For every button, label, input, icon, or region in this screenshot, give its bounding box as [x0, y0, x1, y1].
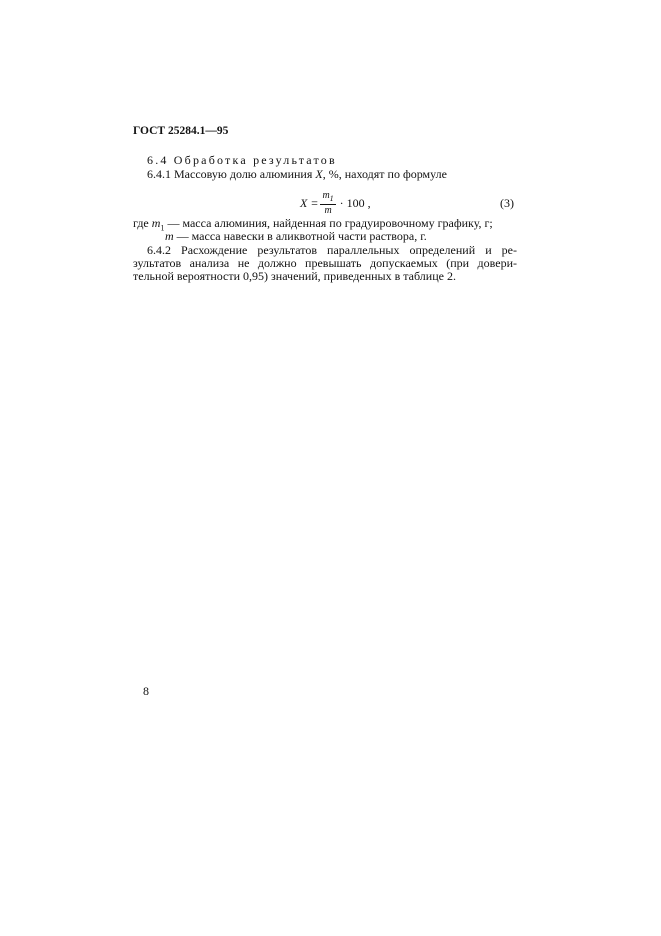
text: 6.4.1 Массовую долю алюминия: [147, 167, 316, 181]
page-number: 8: [143, 684, 149, 698]
text: , %, находят по формуле: [322, 167, 447, 181]
formula-lhs: X =: [300, 195, 319, 210]
paragraph-6-4-2-line-2: зультатов анализа не должно превышать допускаемых (при довери-: [133, 256, 517, 270]
formula-rhs: · 100 ,: [339, 195, 371, 210]
text: — масса навески в аликвотной части раствора, г.: [173, 229, 427, 243]
text: — масса алюминия, найденная по градуировочному графику, г;: [164, 216, 493, 230]
paragraph-6-4-2-line-3: тельной вероятности 0,95) значений, приведенных в таблице 2.: [133, 269, 456, 283]
denominator: m: [324, 205, 332, 216]
equation-number: (3): [500, 196, 514, 210]
paragraph-6-4-1: [147, 168, 517, 181]
variable-m: m: [151, 216, 161, 230]
numerator-sub: 1: [329, 194, 334, 203]
numerator: [320, 190, 335, 205]
where-line-2: [165, 230, 549, 243]
formula: [300, 188, 371, 218]
variable-x: X: [315, 167, 323, 181]
text: где: [133, 216, 152, 230]
fraction: [320, 190, 335, 216]
section-title: 6.4 Обработка результатов: [147, 153, 337, 167]
document-header: ГОСТ 25284.1—95: [133, 125, 229, 137]
paragraph-6-4-2-line-1: 6.4.2 Расхождение результатов параллельных определений и ре-: [147, 243, 517, 257]
numerator-var: m: [322, 190, 330, 201]
sub: 1: [160, 223, 165, 233]
variable-m: m: [165, 229, 174, 243]
